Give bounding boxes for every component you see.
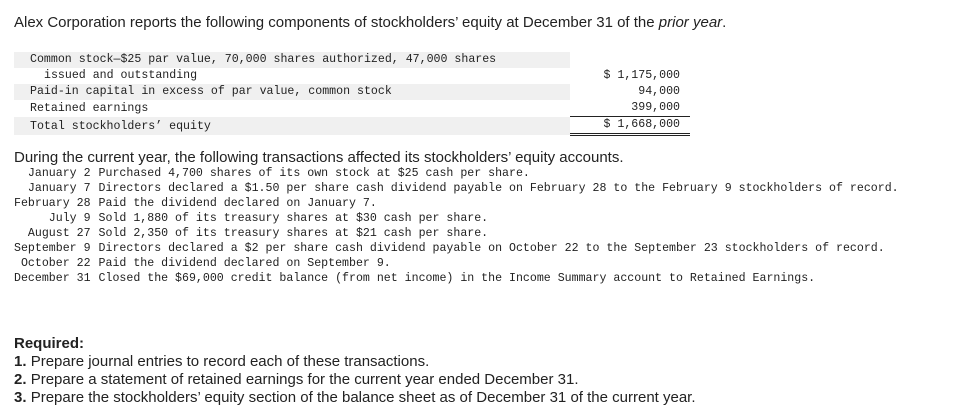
transaction-date: January 2 xyxy=(27,167,91,180)
equity-row-retained xyxy=(14,100,690,117)
required-item-number: 3. xyxy=(14,389,27,406)
total-equity-amount: $ 1,668,000 xyxy=(570,117,690,135)
common-stock-label-cont: issued and outstanding xyxy=(44,69,198,82)
required-item xyxy=(14,389,696,407)
transaction-date: January 7 xyxy=(27,182,91,195)
equity-row-common-1 xyxy=(14,52,690,68)
transaction-desc: Sold 1,880 of its treasury shares at $30 cash per share. xyxy=(98,212,489,225)
transactions-intro: During the current year, the following transactions affected its stockholders’ equity accounts. xyxy=(14,149,624,166)
equity-row-common-2 xyxy=(14,68,690,84)
transaction-desc: Paid the dividend declared on January 7. xyxy=(98,197,377,210)
transaction-desc: Sold 2,350 of its treasury shares at $21 cash per share. xyxy=(98,227,489,240)
transaction-desc: Purchased 4,700 shares of its own stock at $25 cash per share. xyxy=(98,167,530,180)
paid-in-label: Paid-in capital in excess of par value, common stock xyxy=(14,84,570,100)
required-item-text: Prepare a statement of retained earnings for the current year ended December 31. xyxy=(30,371,579,388)
required-heading: Required: xyxy=(14,335,85,352)
required-section xyxy=(14,335,696,407)
transaction-date: September 9 xyxy=(14,242,91,255)
equity-row-paid-in xyxy=(14,84,690,100)
intro-text: Alex Corporation reports the following components of stockholders’ equity at December 31 of the prior year. xyxy=(14,14,727,31)
transaction-date: October 22 xyxy=(20,257,91,270)
transaction-date: February 28 xyxy=(14,197,91,210)
transaction-row xyxy=(14,166,944,181)
retained-earnings-label: Retained earnings xyxy=(30,101,149,115)
equity-row-total xyxy=(14,117,690,135)
required-item xyxy=(14,353,696,371)
transaction-desc: Closed the $69,000 credit balance (from net income) in the Income Summary account to Retained Earnings. xyxy=(98,272,816,285)
transaction-row xyxy=(14,196,944,211)
required-item-number: 1. xyxy=(14,353,27,370)
transaction-desc: Directors declared a $1.50 per share cash dividend payable on February 28 to the February 9 stockholders of record. xyxy=(98,182,899,195)
common-stock-label: Common stock—$25 par value, 70,000 shares authorized, 47,000 shares xyxy=(14,52,570,68)
required-item xyxy=(14,371,696,389)
transaction-desc: Paid the dividend declared on September 9. xyxy=(98,257,391,270)
transaction-row xyxy=(14,181,944,196)
retained-earnings-amount: 399,000 xyxy=(570,100,690,117)
intro-italic: prior year xyxy=(658,14,723,31)
transaction-desc: Directors declared a $2 per share cash dividend payable on October 22 to the September 23 stockholders of record. xyxy=(98,242,885,255)
paid-in-amount: 94,000 xyxy=(638,85,680,98)
transaction-date: July 9 xyxy=(48,212,91,225)
transaction-row xyxy=(14,241,944,256)
transaction-row xyxy=(14,211,944,226)
total-equity-label: Total stockholders’ equity xyxy=(14,117,570,135)
transaction-date: December 31 xyxy=(14,272,91,285)
required-item-text: Prepare journal entries to record each of these transactions. xyxy=(30,353,430,370)
transaction-row xyxy=(14,256,944,271)
common-stock-amount: $ 1,175,000 xyxy=(603,69,680,82)
required-item-number: 2. xyxy=(14,371,27,388)
transaction-row xyxy=(14,271,944,286)
transactions-table xyxy=(14,166,944,286)
equity-table xyxy=(14,52,690,136)
required-item-text: Prepare the stockholders’ equity section of the balance sheet as of December 31 of the current year. xyxy=(30,389,696,406)
transaction-date: August 27 xyxy=(27,227,91,240)
transaction-row xyxy=(14,226,944,241)
